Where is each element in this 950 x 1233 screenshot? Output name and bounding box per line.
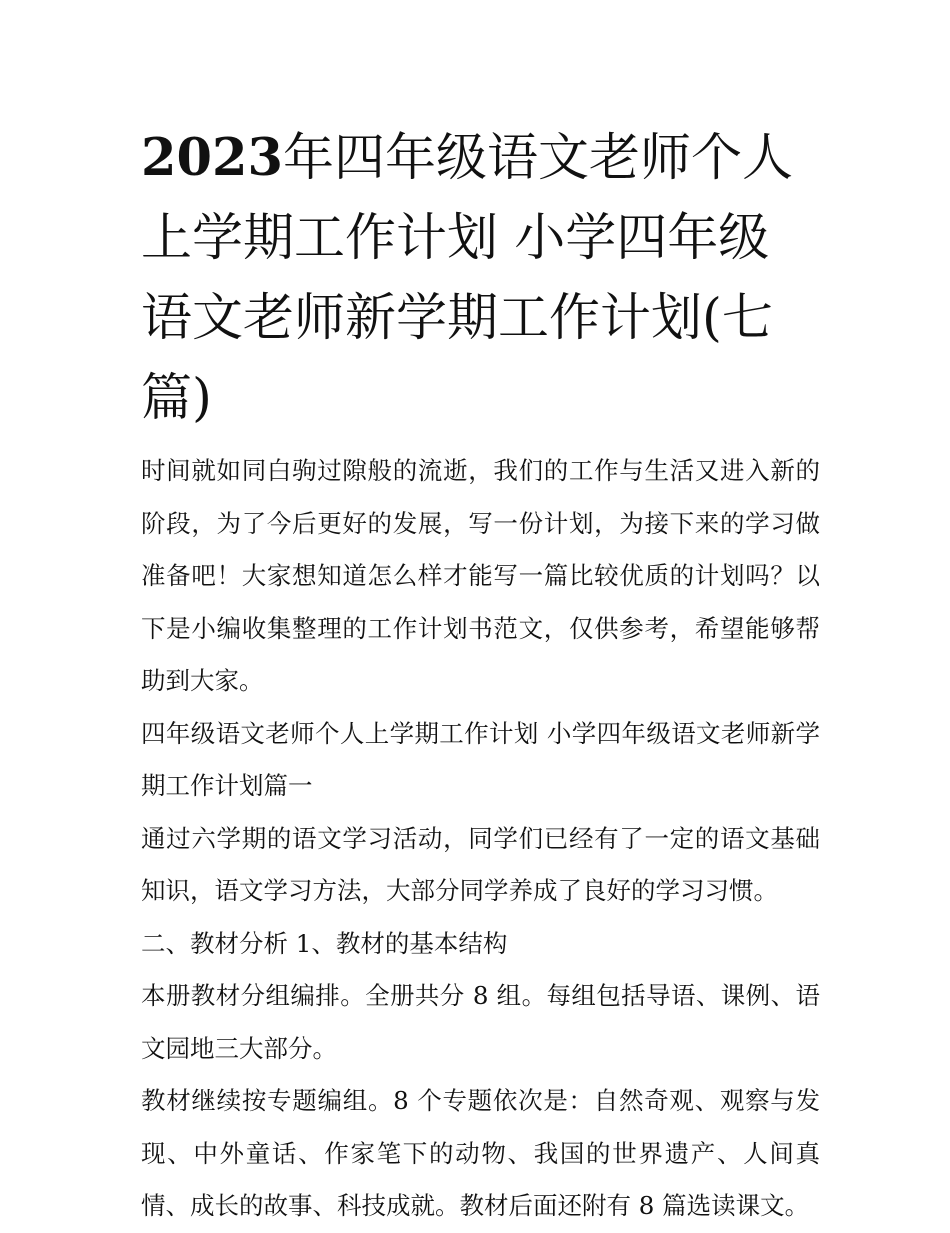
- title-text: 年四年级语文老师个人上学期工作计划 小学四年级语文老师新学期工作计划(七篇): [141, 129, 793, 428]
- document-title: [141, 118, 820, 439]
- subsection-heading: 二、教材分析 1、教材的基本结构: [141, 928, 508, 958]
- intro-paragraph: 时间就如同白驹过隙般的流逝，我们的工作与生活又进入新的阶段，为了今后更好的发展，写一份计划，为接下来的学习做准备吧！大家想知道怎么样才能写一篇比较优质的计划吗？以下是小编收集整理的工作计划书范文，仅供参考，希望能够帮助到大家。: [141, 456, 820, 695]
- title-year: 2023: [141, 128, 283, 188]
- body-paragraph: 教材继续按专题编组。8 个专题依次是：自然奇观、观察与发现、中外童话、作家笔下的动物、我国的世界遗产、人间真情、成长的故事、科技成就。教材后面还附有 8 篇选读课文。: [141, 1086, 820, 1220]
- body-paragraph: 本册教材分组编排。全册共分 8 组。每组包括导语、课例、语文园地三大部分。: [141, 981, 820, 1063]
- body-paragraph: 通过六学期的语文学习活动，同学们已经有了一定的语文基础知识，语文学习方法，大部分同学养成了良好的学习习惯。: [141, 823, 820, 905]
- section-heading: 四年级语文老师个人上学期工作计划 小学四年级语文老师新学期工作计划篇一: [141, 718, 820, 800]
